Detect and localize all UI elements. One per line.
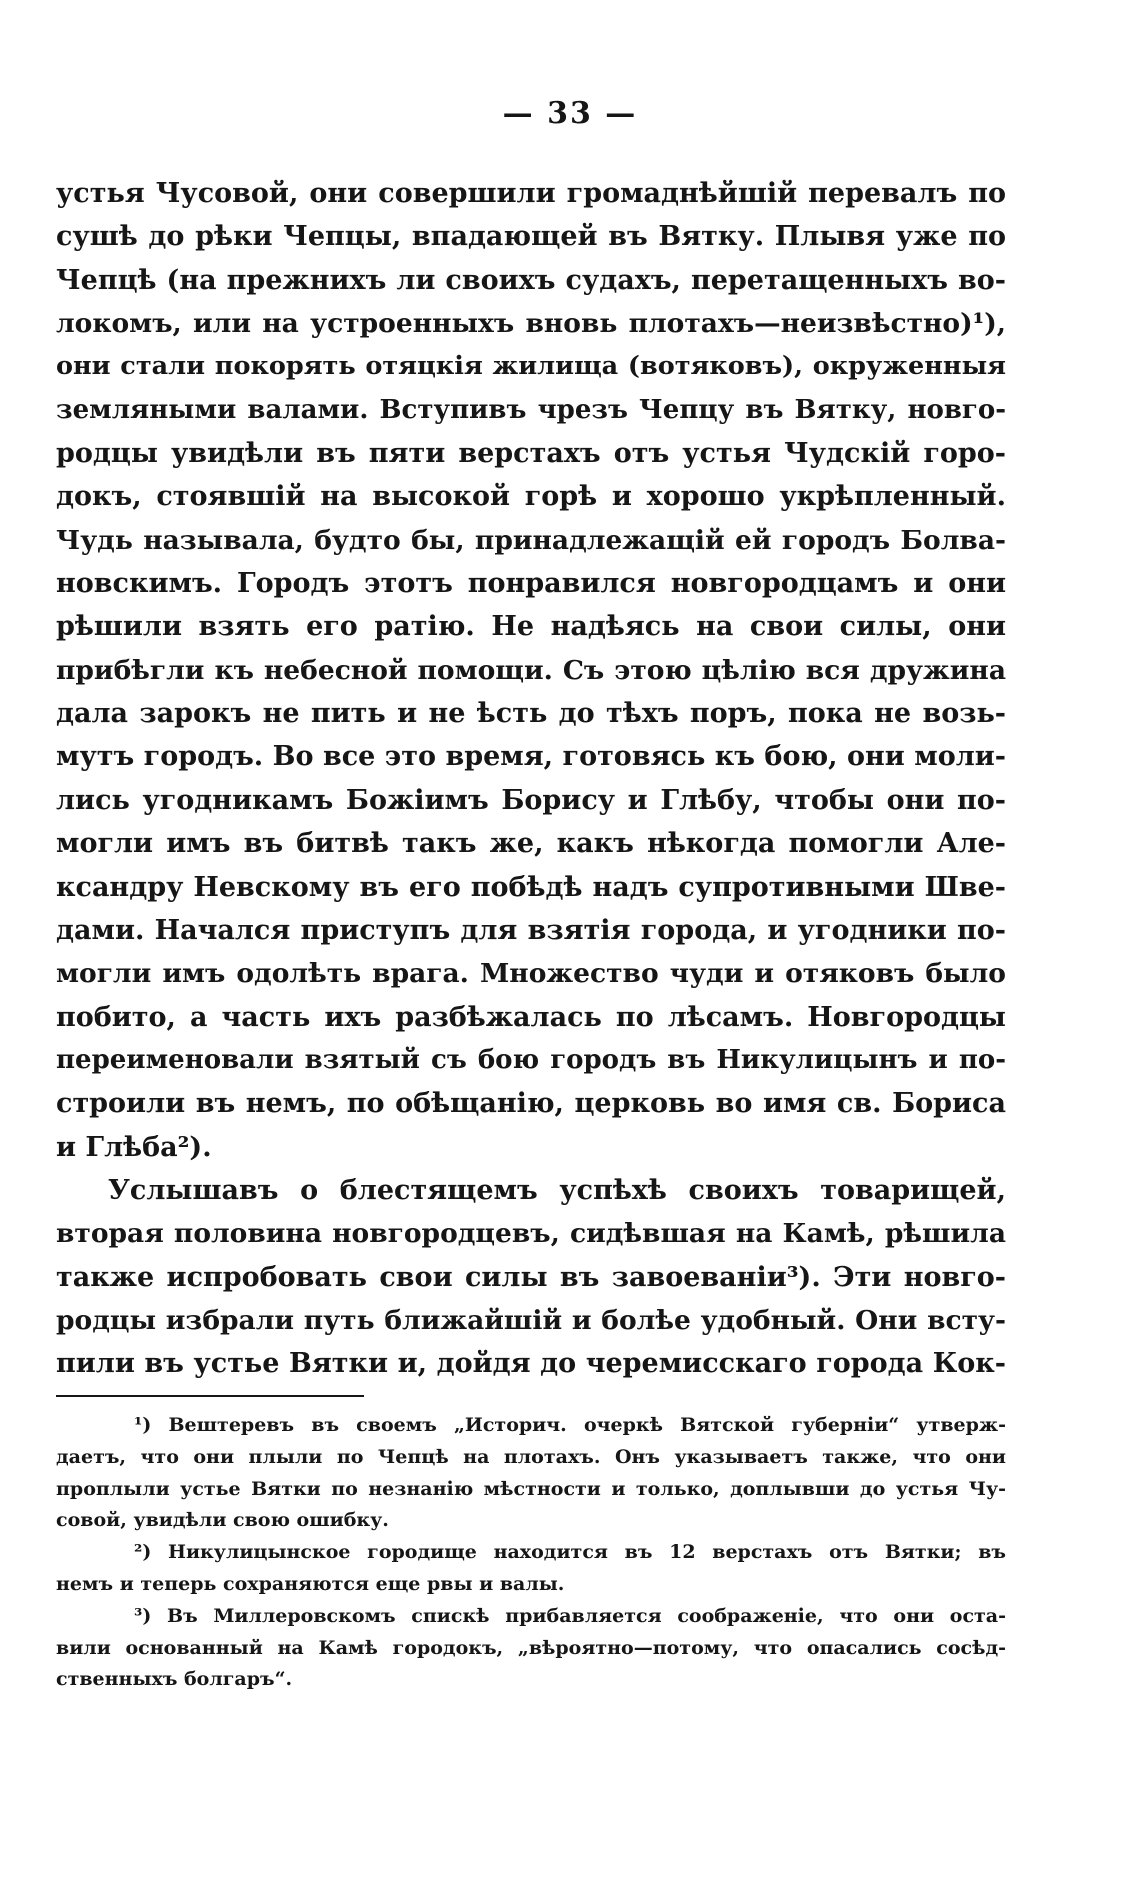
text-line: Услышавъ о блестящемъ успѣхѣ своихъ товарищей, (108, 1174, 1006, 1206)
text-line: вторая половина новгородцевъ, сидѣвшая на Камѣ, рѣшила (56, 1218, 1006, 1250)
footnote-line: вили основанный на Камѣ городокъ, „вѣроятно—потому, что опасались сосѣд- (56, 1636, 1006, 1659)
text-line: родцы избрали путь ближайшій и болѣе удобный. Они всту- (56, 1304, 1006, 1336)
footnote-line: ¹) Вештеревъ въ своемъ „Историч. очеркѣ Вятской губерніи“ утверж- (134, 1414, 1006, 1436)
footnote-divider (56, 1395, 364, 1397)
footnote-line: проплыли устье Вятки по незнанію мѣстности и только, доплывши до устья Чу- (56, 1477, 1006, 1500)
text-line: прибѣгли къ небесной помощи. Съ этою цѣлію вся дружина (56, 654, 1006, 686)
text-line: новскимъ. Городъ этотъ понравился новгородцамъ и они (56, 568, 1006, 600)
text-line: Чепцѣ (на прежнихъ ли своихъ судахъ, перетащенныхъ во- (56, 264, 1006, 296)
footnotes (56, 1410, 1006, 1696)
text-line: земляными валами. Вступивъ чрезъ Чепцу въ Вятку, новго- (56, 394, 1006, 425)
text-line: и Глѣба²). (56, 1131, 212, 1163)
text-line: сушѣ до рѣки Чепцы, впадающей въ Вятку. Плывя уже по (56, 221, 1006, 253)
text-line: строили въ немъ, по обѣщанію, церковь во имя св. Бориса (56, 1088, 1006, 1120)
footnote-line: даетъ, что они плыли по Чепцѣ на плотахъ. Онъ указываетъ также, что они (56, 1445, 1006, 1468)
text-line: они стали покорять отяцкія жилища (вотяковъ), окруженныя (56, 351, 1006, 382)
footnote-line: ственныхъ болгаръ“. (56, 1668, 293, 1691)
footnote-2 (56, 1537, 1006, 1601)
main-text (56, 172, 1006, 1386)
text-line: ксандру Невскому въ его побѣдѣ надъ супротивными Шве- (56, 871, 1006, 903)
text-line: могли имъ одолѣть врага. Множество чуди и отяковъ было (56, 958, 1006, 990)
footnote-line: ³) Въ Миллеровскомъ спискѣ прибавляется соображеніе, что они оста- (134, 1604, 1006, 1627)
text-line: лись угодникамъ Божіимъ Борису и Глѣбу, чтобы они по- (56, 784, 1006, 816)
footnote-line: совой, увидѣли свою ошибку. (56, 1509, 389, 1532)
text-line: дами. Начался приступъ для взятія города, и угодники по- (56, 914, 1006, 946)
text-line: также испробовать свои силы въ завоеваніи³). Эти новго- (56, 1261, 1006, 1293)
footnote-line: ²) Никулицынское городище находится въ 12 верстахъ отъ Вятки; въ (134, 1541, 1006, 1564)
text-line: дала зарокъ не пить и не ѣсть до тѣхъ поръ, пока не возь- (56, 698, 1006, 730)
footnote-line: немъ и теперь сохраняются еще рвы и валы. (56, 1572, 565, 1595)
text-line: рѣшили взять его ратію. Не надѣясь на свои силы, они (56, 611, 1006, 643)
text-line: докъ, стоявшій на высокой горѣ и хорошо укрѣпленный. (56, 481, 1006, 513)
text-line: Чудь называла, будто бы, принадлежащій ей городъ Болва- (56, 524, 1006, 556)
text-line: переименовали взятый съ бою городъ въ Никулицынъ и по- (56, 1044, 1006, 1075)
text-line: побито, а часть ихъ разбѣжалась по лѣсамъ. Новгородцы (56, 1001, 1006, 1033)
text-line: локомъ, или на устроенныхъ вновь плотахъ—неизвѣстно)¹), (56, 308, 1006, 340)
text-line: пили въ устье Вятки и, дойдя до черемисскаго города Кок- (56, 1348, 1006, 1380)
text-line: могли имъ въ битвѣ такъ же, какъ нѣкогда помогли Але- (56, 828, 1006, 860)
text-line: родцы увидѣли въ пяти верстахъ отъ устья Чудскій горо- (56, 438, 1006, 470)
text-line: мутъ городъ. Во все это время, готовясь къ бою, они моли- (56, 741, 1006, 773)
footnote-1 (56, 1410, 1006, 1537)
page-number: — 33 — (502, 96, 638, 131)
footnote-3 (56, 1601, 1006, 1696)
text-line: устья Чусовой, они совершили громаднѣйшій перевалъ по (56, 178, 1006, 209)
